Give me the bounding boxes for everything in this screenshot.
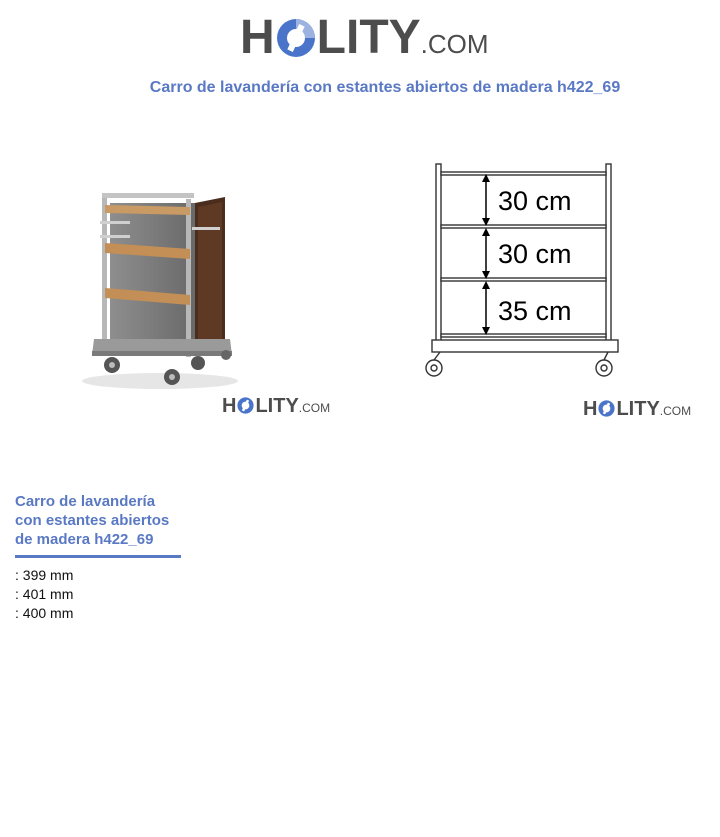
shelf-height-label: 30 cm: [498, 186, 572, 216]
logo-o-icon: [276, 18, 316, 58]
logo-letter-h: H: [222, 395, 237, 417]
logo-letters-lity: LITY: [616, 398, 660, 420]
photo-logo: [222, 395, 330, 417]
logo-com: .COM: [298, 401, 331, 415]
logo-letter-h: H: [583, 398, 598, 420]
dimension-diagram: [420, 160, 630, 385]
logo-letter-h: H: [240, 11, 275, 64]
logo-letters-lity: LITY: [316, 11, 421, 64]
product-title: Carro de lavandería con estantes abiertos de madera h422_69: [15, 492, 181, 558]
shelf-height-label: 35 cm: [498, 296, 572, 326]
logo-o-icon: [598, 400, 615, 417]
dimension-item: : 399 mm: [15, 567, 74, 583]
logo-com: .COM: [420, 29, 489, 59]
page-title: Carro de lavandería con estantes abiertos de madera h422_69: [149, 79, 621, 96]
dimension-list: [15, 566, 181, 623]
logo-letters-lity: LITY: [255, 395, 299, 417]
dimension-item: : 401 mm: [15, 586, 74, 602]
product-info: [15, 492, 181, 623]
diagram-logo: [583, 398, 691, 420]
shelf-height-label: 30 cm: [498, 239, 572, 269]
logo-com: .COM: [659, 404, 692, 418]
brand-logo[interactable]: [240, 12, 489, 64]
dimension-item: : 400 mm: [15, 605, 74, 621]
product-photo: [80, 185, 245, 395]
logo-o-icon: [237, 397, 254, 414]
